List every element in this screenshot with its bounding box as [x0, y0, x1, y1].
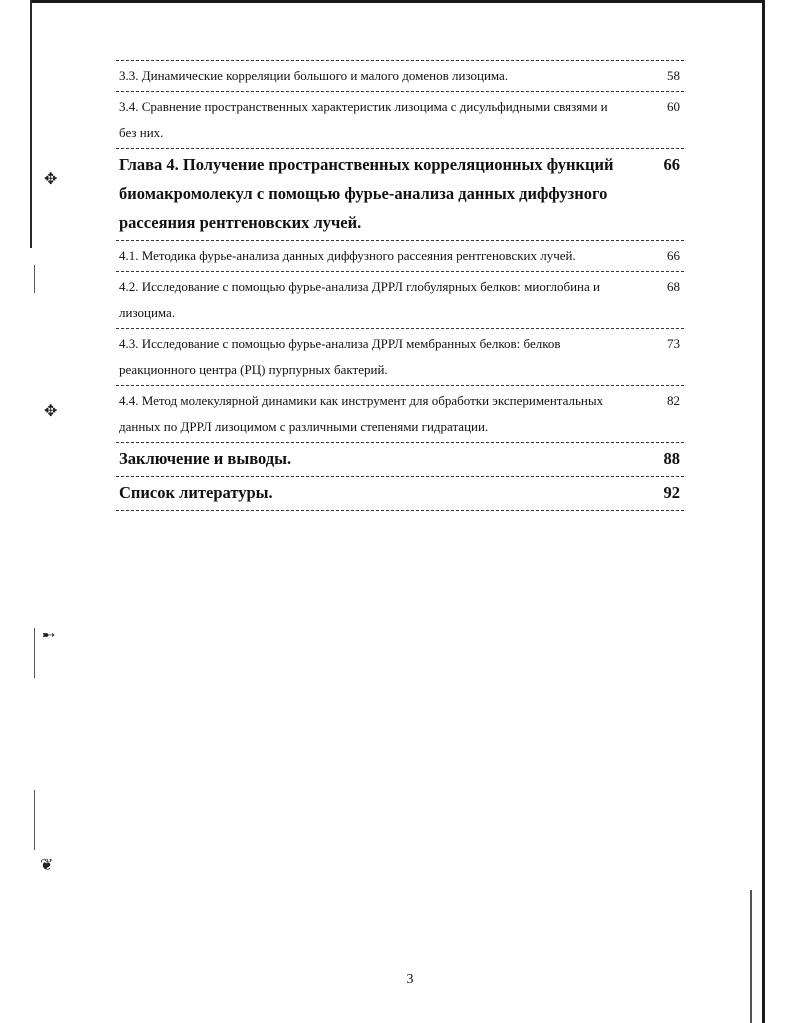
toc-chapter-entry	[116, 477, 684, 511]
toc-chapter-entry	[116, 149, 684, 241]
toc-entry-title: Заключение и выводы.	[119, 449, 292, 468]
scan-frame-left	[30, 0, 32, 248]
scan-frame-right-inner	[750, 890, 752, 1023]
toc-entry-page: 68	[667, 279, 680, 294]
toc-entry-page: 58	[667, 68, 680, 83]
binder-hole-mark: ➸	[42, 627, 56, 644]
toc-section-entry	[116, 386, 684, 443]
toc-entry-page: 66	[667, 248, 680, 263]
scan-edge-mark	[34, 790, 35, 850]
toc-entry-page: 60	[667, 99, 680, 114]
scan-frame-right	[762, 0, 765, 1023]
toc-entry-title: Список литературы.	[119, 483, 273, 502]
scan-frame-top	[30, 0, 762, 3]
toc-entry-title: 3.4. Сравнение пространственных характеристик лизоцима с дисульфидными связями и без них.	[119, 99, 608, 140]
toc-section-entry	[116, 92, 684, 149]
table-of-contents	[116, 60, 684, 511]
toc-entry-title: 4.4. Метод молекулярной динамики как инструмент для обработки экспериментальных данных по ДРРЛ лизоцимом с различными степенями гидратации.	[119, 393, 604, 434]
toc-entry-title: Глава 4. Получение пространственных корреляционных функций биомакромолекул с помощью фурье-анализа данных диффузного рассеяния рентгеновских лучей.	[119, 155, 614, 232]
scan-edge-mark	[34, 628, 35, 678]
toc-chapter-entry	[116, 443, 684, 477]
toc-entry-title: 4.2. Исследование с помощью фурье-анализа ДРРЛ глобулярных белков: миоглобина и лизоцима.	[119, 279, 600, 320]
binder-hole-mark: ✥	[44, 403, 58, 420]
toc-section-entry	[116, 241, 684, 272]
binder-hole-mark: ❦	[40, 857, 54, 874]
toc-entry-page: 73	[667, 336, 680, 351]
toc-entry-title: 3.3. Динамические корреляции большого и малого доменов лизоцима.	[119, 68, 509, 83]
toc-entry-title: 4.1. Методика фурье-анализа данных диффузного рассеяния рентгеновских лучей.	[119, 248, 576, 263]
toc-section-entry	[116, 272, 684, 329]
toc-entry-page: 92	[663, 483, 680, 502]
toc-section-entry	[116, 61, 684, 92]
page-number: 3	[406, 972, 414, 987]
scan-edge-mark	[34, 265, 35, 293]
toc-section-entry	[116, 329, 684, 386]
toc-entry-title: 4.3. Исследование с помощью фурье-анализа ДРРЛ мембранных белков: белков реакционного центра (РЦ) пурпурных бактерий.	[119, 336, 561, 377]
binder-hole-mark: ✥	[44, 171, 58, 188]
toc-entry-page: 82	[667, 393, 680, 408]
toc-entry-page: 88	[663, 449, 680, 468]
toc-entry-page: 66	[663, 155, 680, 174]
